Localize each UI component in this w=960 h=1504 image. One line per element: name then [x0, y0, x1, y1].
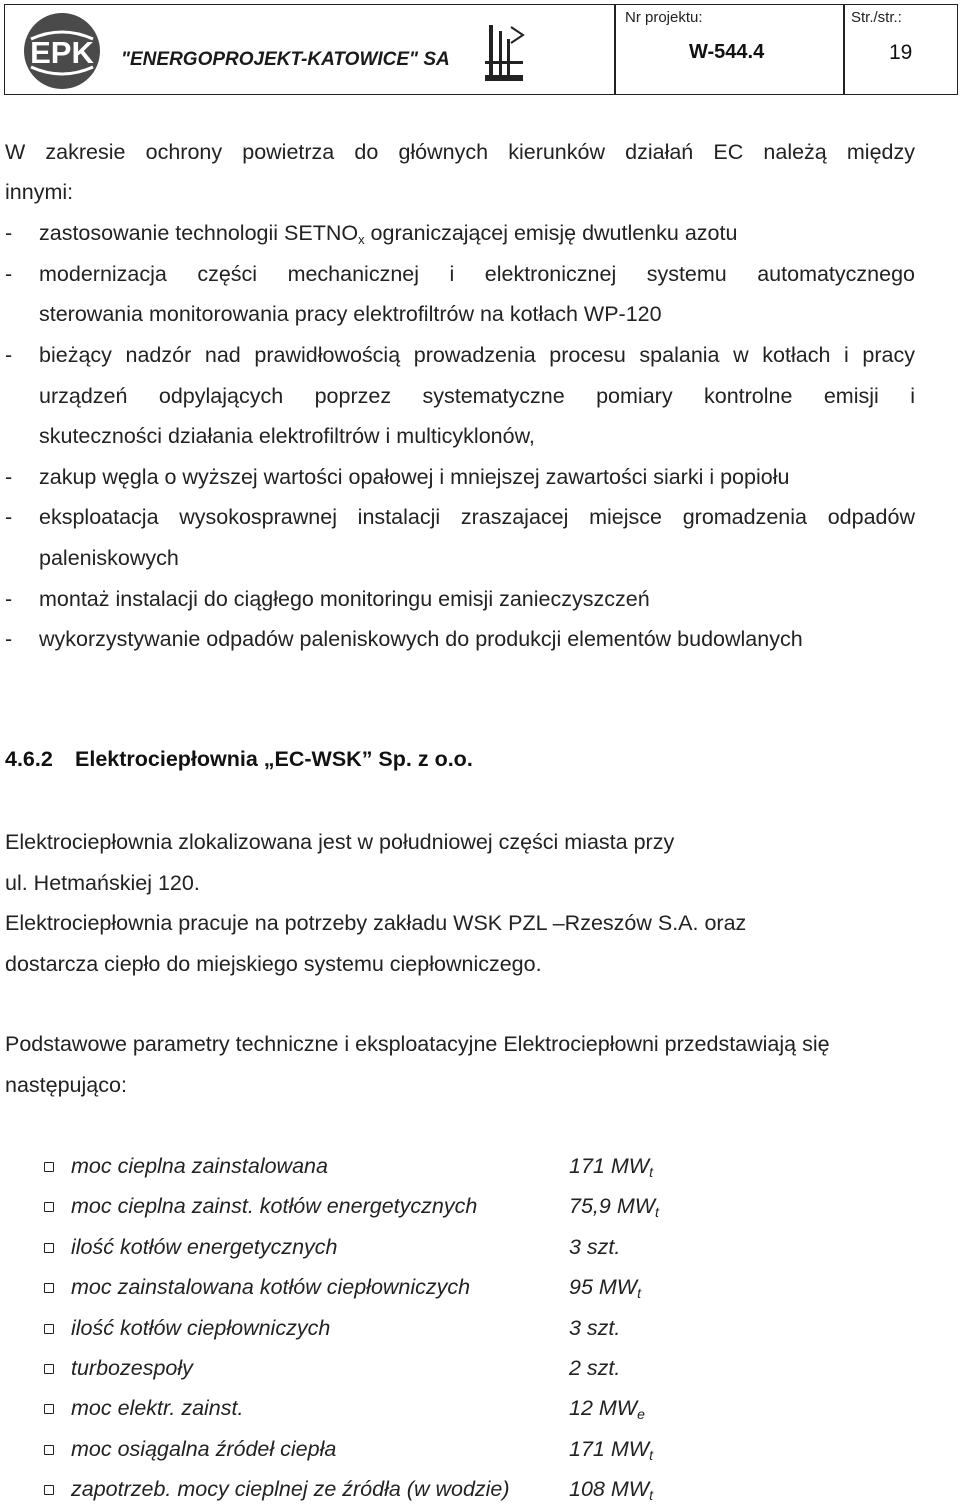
page-number-label: Str./str.:	[851, 9, 902, 26]
paragraph-line: Elektrociepłownia zlokalizowana jest w południowej części miasta przy	[5, 830, 675, 854]
list-item-text: urządzeń odpylających poprzez systematyczne pomiary kontrolne emisji i	[39, 384, 915, 408]
parameter-value: 95 $MW_t$	[569, 1275, 641, 1301]
list-item-text: paleniskowych	[39, 546, 179, 570]
parameter-label: ilość kotłów energetycznych	[71, 1235, 338, 1259]
parameter-value: 171 $MW_t$	[569, 1154, 653, 1180]
project-number-label: Nr projektu:	[625, 9, 703, 26]
svg-text:EPK: EPK	[30, 35, 94, 70]
company-name: "ENERGOPROJEKT-KATOWICE" SA	[121, 49, 450, 70]
paragraph-line: Elektrociepłownia pracuje na potrzeby zakładu WSK PZL –Rzeszów S.A. oraz	[5, 911, 747, 935]
parameter-label: moc cieplna zainstalowana	[71, 1154, 328, 1178]
parameter-label: zapotrzeb. mocy cieplnej ze źródła (w wodzie)	[71, 1477, 510, 1501]
checkbox-bullet-icon	[44, 1364, 54, 1374]
parameter-label: ilość kotłów ciepłowniczych	[71, 1316, 331, 1340]
checkbox-bullet-icon	[44, 1283, 54, 1293]
checkbox-bullet-icon	[44, 1243, 54, 1253]
parameter-label: moc zainstalowana kotłów ciepłowniczych	[71, 1275, 471, 1299]
paragraph-line: dostarcza ciepło do miejskiego systemu ciepłowniczego.	[5, 952, 542, 976]
checkbox-bullet-icon	[44, 1162, 54, 1172]
list-item-text: modernizacja części mechanicznej i elektronicznej systemu automatycznego	[39, 262, 915, 286]
parameter-label: moc elektr. zainst.	[71, 1396, 244, 1420]
checkbox-bullet-icon	[44, 1485, 54, 1495]
epk-logo	[19, 11, 105, 91]
intro-line: innymi:	[5, 180, 74, 204]
section-number: 4.6.2	[5, 747, 53, 771]
section-title: Elektrociepłownia „EC-WSK” Sp. z o.o.	[75, 747, 473, 771]
paragraph-line: Podstawowe parametry techniczne i eksploatacyjne Elektrociepłowni przedstawiają się	[5, 1032, 830, 1056]
checkbox-bullet-icon	[44, 1202, 54, 1212]
parameter-value: 108 $MW_t$	[569, 1477, 653, 1503]
list-item-text: montaż instalacji do ciągłego monitoringu emisji zanieczyszczeń	[39, 587, 650, 611]
project-number: W-544.4	[689, 41, 765, 63]
list-item-text: eksploatacja wysokosprawnej instalacji zraszajacej miejsce gromadzenia odpadów	[39, 505, 915, 529]
section-heading	[5, 747, 473, 772]
parameter-value: 3 szt.	[569, 1316, 621, 1340]
checkbox-bullet-icon	[44, 1324, 54, 1334]
list-item-text: wykorzystywanie odpadów paleniskowych do produkcji elementów budowlanych	[39, 627, 803, 651]
parameter-value: 3 szt.	[569, 1235, 621, 1259]
header-divider	[843, 5, 845, 94]
parameter-value: 12 $MW_e$	[569, 1396, 645, 1422]
paragraph-line: ul. Hetmańskiej 120.	[5, 871, 200, 895]
parameter-label: moc cieplna zainst. kotłów energetycznych	[71, 1194, 478, 1218]
parameter-value: 171 $MW_t$	[569, 1437, 653, 1463]
page-number: 19	[889, 41, 913, 64]
parameter-label: turbozespoły	[71, 1356, 193, 1380]
checkbox-bullet-icon	[44, 1445, 54, 1455]
list-item-text: sterowania monitorowania pracy elektrofiltrów na kotłach WP-120	[39, 302, 662, 326]
list-item-text: bieżący nadzór nad prawidłowością prowadzenia procesu spalania w kotłach i pracy	[39, 343, 915, 367]
header-divider	[614, 5, 616, 94]
checkbox-bullet-icon	[44, 1404, 54, 1414]
company-emblem-icon	[481, 21, 527, 85]
list-item-text: skuteczności działania elektrofiltrów i multicyklonów,	[39, 424, 535, 448]
parameter-value: 2 szt.	[569, 1356, 621, 1380]
paragraph-line: następująco:	[5, 1073, 127, 1097]
parameter-value: 75,9 $MW_t$	[569, 1194, 659, 1220]
parameter-label: moc osiągalna źródeł ciepła	[71, 1437, 337, 1461]
list-item-text: zakup węgla o wyższej wartości opałowej i mniejszej zawartości siarki i popiołu	[39, 465, 790, 489]
document-header	[4, 4, 958, 95]
intro-line: W zakresie ochrony powietrza do głównych kierunków działań EC należą między	[5, 140, 915, 164]
